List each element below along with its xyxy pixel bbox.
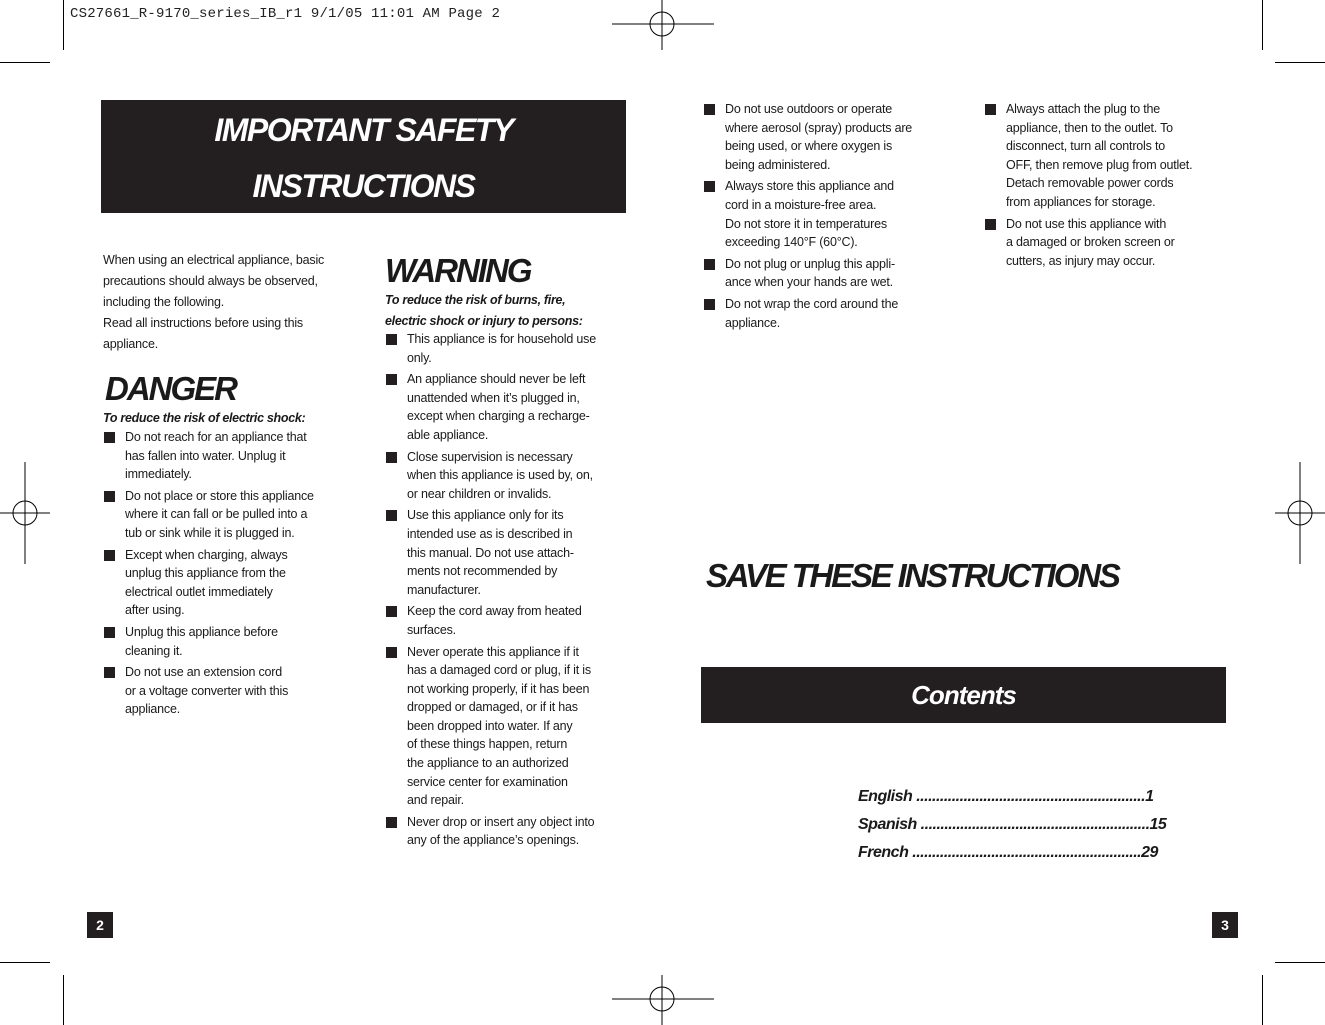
safety-list-column-3	[703, 100, 953, 335]
square-bullet-icon	[104, 550, 115, 561]
crop-mark	[1262, 975, 1263, 1025]
registration-mark-icon	[1275, 462, 1325, 564]
save-instructions-heading: SAVE THESE INSTRUCTIONS	[706, 557, 1119, 594]
square-bullet-icon	[386, 606, 397, 617]
toc-entry-english[interactable]	[858, 788, 1154, 816]
toc-entry-spanish[interactable]	[858, 816, 1167, 844]
registration-mark-icon	[612, 975, 714, 1025]
crop-mark	[1262, 0, 1263, 50]
toc-entry-label: French	[858, 844, 909, 861]
list-item	[984, 100, 1234, 212]
toc-leader: ..........................................................	[908, 844, 1142, 861]
square-bullet-icon	[704, 181, 715, 192]
crop-mark	[1275, 62, 1325, 63]
list-item-text: Do not use outdoors or operate where aerosol (spray) products are being used, or where oxygen is being administered.	[725, 102, 913, 172]
list-item-text: Never operate this appliance if it has a damaged cord or plug, if it is not working properly, if it has been dropped or damaged, or if it has been dropped into water. If any of these things happen, return the appliance to an authorized service center for examination and repair.	[407, 644, 591, 808]
list-item-text: Never drop or insert any object into any of the appliance’s openings.	[407, 814, 595, 848]
list-item	[385, 448, 635, 504]
list-item	[385, 602, 635, 639]
list-item-text: This appliance is for household use only.	[407, 332, 596, 365]
square-bullet-icon	[104, 627, 115, 638]
list-item-text: Do not plug or unplug this appli- ance when your hands are wet.	[725, 256, 895, 290]
list-item-text: Do not use this appliance with a damaged or broken screen or cutters, as injury may occur.	[1006, 216, 1175, 268]
warning-heading: WARNING	[385, 252, 531, 289]
list-item	[103, 663, 353, 719]
list-item-text: Close supervision is necessary when this appliance is used by, on, or near children or invalids.	[407, 449, 593, 501]
crop-mark	[0, 962, 50, 963]
list-item	[385, 813, 635, 850]
list-item-text: Unplug this appliance before cleaning it.	[125, 624, 278, 658]
square-bullet-icon	[704, 259, 715, 270]
square-bullet-icon	[386, 647, 397, 658]
list-item	[984, 215, 1234, 271]
list-item-text: Always attach the plug to the appliance, then to the outlet. To disconnect, turn all controls to OFF, then remove plug from outlet. Detach removable power cords from appliances for storage.	[1006, 102, 1193, 209]
list-item	[385, 370, 635, 444]
warning-subheading: To reduce the risk of burns, fire, electric shock or injury to persons:	[385, 293, 583, 328]
safety-list-column-4	[984, 100, 1234, 273]
safety-title-line-2: INSTRUCTIONS	[252, 168, 475, 204]
list-item-text: Except when charging, always unplug this appliance from the electrical outlet immediately after using.	[125, 547, 288, 618]
printer-slug: CS27661_R-9170_series_IB_r1 9/1/05 11:01 AM Page 2	[70, 6, 501, 22]
square-bullet-icon	[704, 299, 715, 310]
intro-text: When using an electrical appliance, basic precautions should always be observed, including the following. Read all instructions before using this appliance.	[103, 253, 325, 351]
list-item	[103, 546, 353, 620]
list-item	[385, 643, 635, 810]
safety-title-line-1: IMPORTANT SAFETY	[214, 112, 513, 148]
list-item	[103, 487, 353, 543]
square-bullet-icon	[386, 817, 397, 828]
contents-banner: Contents	[701, 667, 1226, 723]
page-number-right: 3	[1212, 912, 1238, 938]
square-bullet-icon	[386, 452, 397, 463]
danger-heading: DANGER	[105, 370, 237, 407]
safety-title-banner	[101, 100, 626, 213]
square-bullet-icon	[704, 104, 715, 115]
square-bullet-icon	[386, 334, 397, 345]
list-item-text: Keep the cord away from heated surfaces.	[407, 604, 582, 637]
toc-leader: ..........................................................	[912, 788, 1146, 805]
square-bullet-icon	[985, 219, 996, 230]
square-bullet-icon	[985, 104, 996, 115]
crop-mark	[0, 62, 50, 63]
list-item	[703, 177, 953, 251]
list-item	[103, 623, 353, 660]
toc-entry-french[interactable]	[858, 844, 1158, 872]
list-item-text: An appliance should never be left unattended when it’s plugged in, except when charging a recharge- able appliance.	[407, 372, 590, 442]
danger-list	[103, 428, 353, 722]
list-item	[703, 295, 953, 332]
registration-mark-icon	[0, 462, 50, 564]
square-bullet-icon	[104, 432, 115, 443]
square-bullet-icon	[386, 510, 397, 521]
list-item	[103, 428, 353, 484]
list-item	[385, 330, 635, 367]
crop-mark	[63, 0, 64, 50]
toc-entry-page: 1	[1145, 788, 1154, 805]
list-item	[703, 100, 953, 174]
registration-mark-icon	[612, 0, 714, 50]
toc-entry-page: 29	[1141, 844, 1158, 861]
table-of-contents	[858, 788, 1167, 872]
danger-subheading: To reduce the risk of electric shock:	[103, 411, 306, 425]
list-item-text: Use this appliance only for its intended use as is described in this manual. Do not use attach- ments not recommended by manufacturer.	[407, 508, 574, 597]
list-item-text: Do not wrap the cord around the appliance.	[725, 296, 899, 330]
page-number-left: 2	[87, 912, 113, 938]
list-item	[703, 255, 953, 292]
list-item-text: Always store this appliance and cord in a moisture-free area. Do not store it in temperatures exceeding 140°F (60°C).	[725, 179, 894, 250]
square-bullet-icon	[104, 667, 115, 678]
toc-entry-label: Spanish	[858, 816, 917, 833]
toc-entry-label: English	[858, 788, 913, 805]
list-item-text: Do not place or store this appliance where it can fall or be pulled into a tub or sink while it is plugged in.	[125, 488, 314, 540]
crop-mark	[63, 975, 64, 1025]
crop-mark	[1275, 962, 1325, 963]
list-item-text: Do not use an extension cord or a voltage converter with this appliance.	[125, 665, 289, 717]
warning-list	[385, 330, 635, 853]
square-bullet-icon	[104, 491, 115, 502]
square-bullet-icon	[386, 374, 397, 385]
list-item	[385, 506, 635, 599]
toc-entry-page: 15	[1149, 816, 1167, 833]
toc-leader: ..........................................................	[916, 816, 1150, 833]
list-item-text: Do not reach for an appliance that has fallen into water. Unplug it immediately.	[125, 430, 307, 482]
